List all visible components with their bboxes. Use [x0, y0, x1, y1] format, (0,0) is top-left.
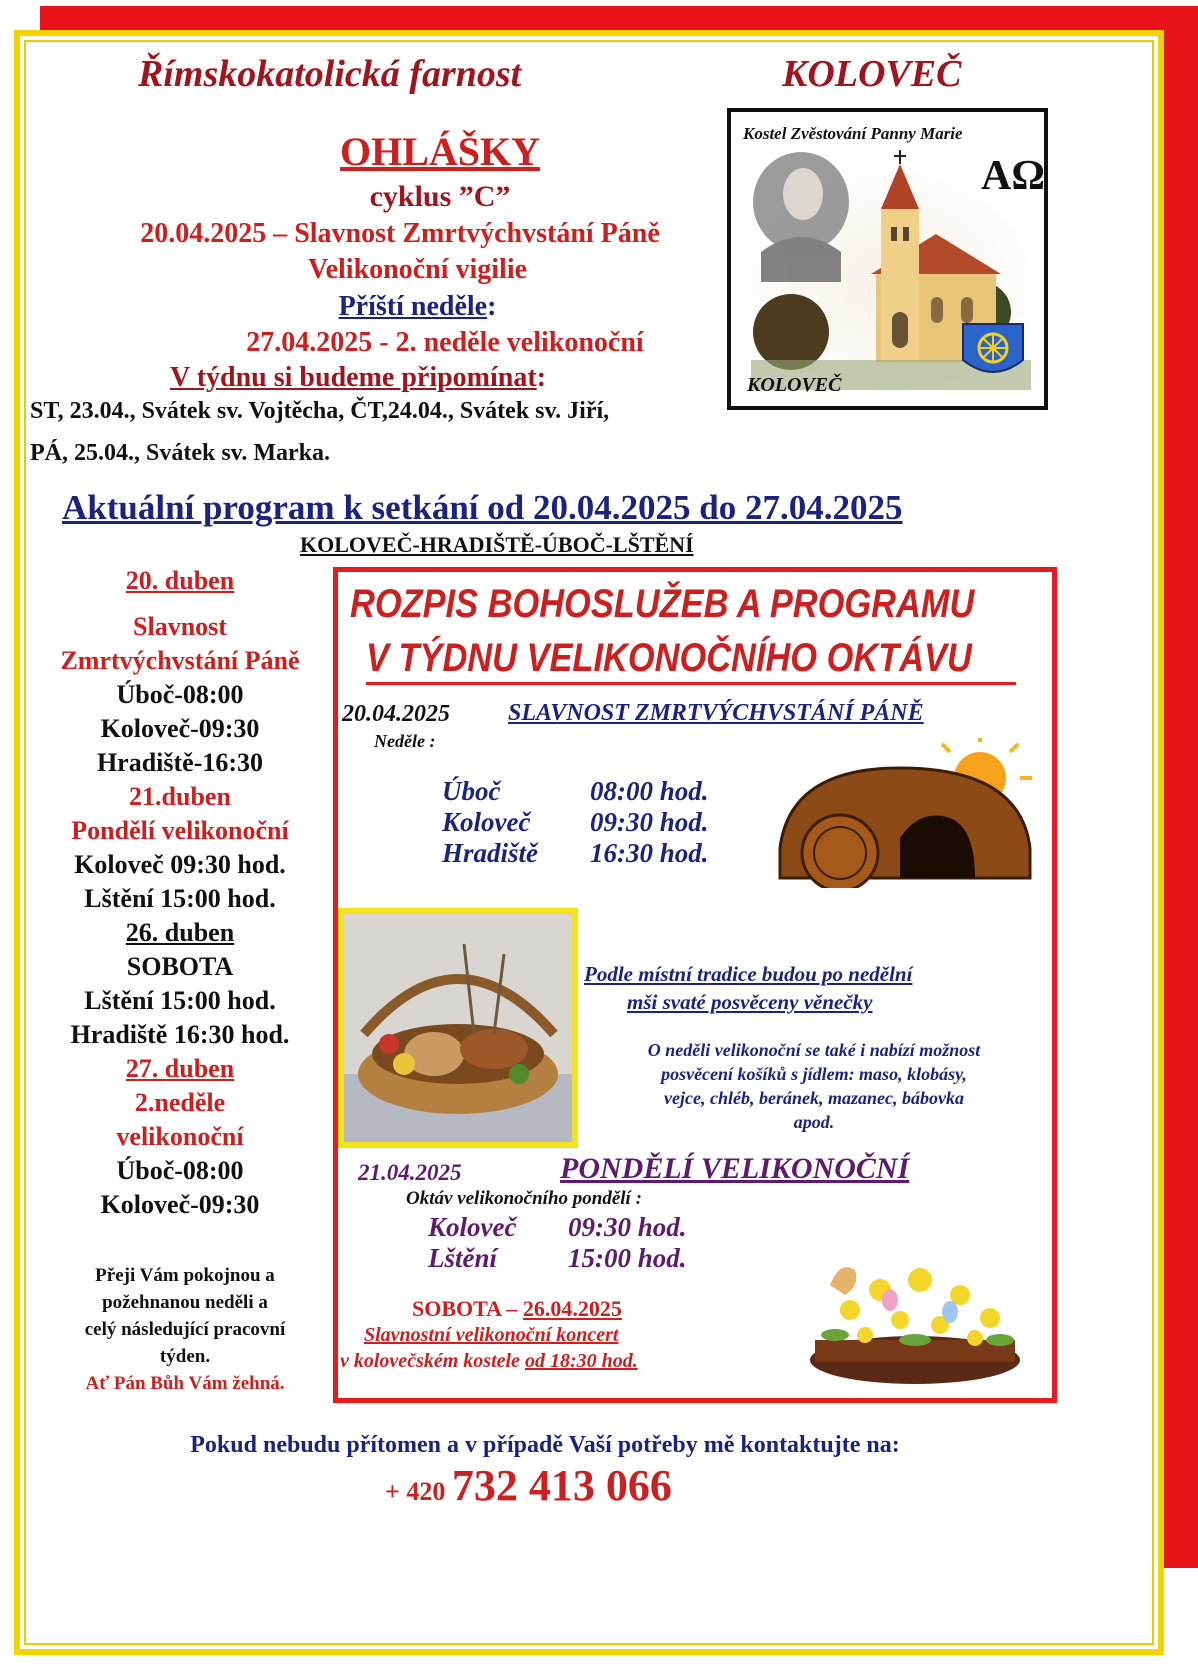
day1-name-1: Slavnost: [133, 612, 227, 641]
box-title-2: V TÝDNU VELIKONOČNÍHO OKTÁVU: [366, 636, 972, 680]
sunday-title: SLAVNOST ZMRTVÝCHVSTÁNÍ PÁNĚ: [508, 700, 924, 726]
offer-line-3: vejce, chléb, beránek, mazanec, bábovka: [664, 1088, 964, 1108]
sunday-mass-3: Hradiště 16:30 hod.: [442, 838, 709, 868]
monday-date: 21.04.2025: [358, 1160, 462, 1185]
vigil-line: Velikonoční vigilie: [307, 254, 528, 285]
day1-name-2: Zmrtvýchvstání Páně: [60, 646, 300, 675]
saturday-line: SOBOTA – 26.04.2025: [412, 1296, 622, 1321]
easter-basket-photo: [338, 908, 578, 1148]
sunday-mass-2: Koloveč 09:30 hod.: [442, 807, 709, 837]
day2-name: Pondělí velikonoční: [71, 816, 289, 845]
wish-line-3: celý následující pracovní: [84, 1319, 286, 1340]
week-line-2: PÁ, 25.04., Svátek sv. Marka.: [30, 440, 330, 466]
day4-time-2: Koloveč-09:30: [100, 1190, 260, 1219]
monday-mass-list: [428, 1212, 687, 1274]
program-places: KOLOVEČ-HRADIŠTĚ-ÚBOČ-LŠTĚNÍ: [300, 532, 694, 557]
box-title-1: ROZPIS BOHOSLUŽEB A PROGRAMU: [350, 582, 975, 626]
monday-subtitle: Oktáv velikonočního pondělí :: [406, 1188, 642, 1209]
week-line-1: ST, 23.04., Svátek sv. Vojtěcha, ČT,24.04., Svátek sv. Jiří,: [30, 398, 610, 424]
day3-time-2: Hradiště 16:30 hod.: [70, 1020, 290, 1049]
tradition-line-1: Podle místní tradice budou po nedělní: [584, 962, 913, 986]
blessing-line: Ať Pán Bůh Vám žehná.: [85, 1373, 285, 1394]
day4-date: 27. duben: [125, 1054, 235, 1083]
coat-of-arms-icon: [963, 324, 1023, 372]
easter-basket-illustration: [344, 914, 572, 1142]
day1-time-1: Úboč-08:00: [116, 680, 244, 709]
sunday-day: Neděle :: [374, 731, 436, 751]
day4-time-1: Úboč-08:00: [116, 1156, 244, 1185]
sunday-date: 20.04.2025: [342, 701, 450, 727]
offer-text: [575, 1038, 1053, 1134]
feast-line: 20.04.2025 – Slavnost Zmrtvýchvstání Páně: [140, 218, 660, 249]
day1-time-2: Koloveč-09:30: [100, 714, 260, 743]
day3-time-1: Lštění 15:00 hod.: [84, 986, 276, 1015]
phone-line: + 420 732 413 066: [385, 1461, 672, 1510]
program-heading: Aktuální program k setkání od 20.04.2025 do 27.04.2025: [62, 488, 903, 527]
offer-line-1: O neděli velikonoční se také i nabízí možnost: [647, 1040, 981, 1060]
alpha-omega-icon: AΩ: [981, 153, 1045, 199]
day1-time-3: Hradiště-16:30: [96, 748, 264, 777]
day2-date: 21.duben: [129, 782, 231, 811]
next-sunday-label: Příští neděle:: [338, 291, 497, 322]
left-schedule: [30, 564, 330, 1222]
sunday-mass-list: [442, 776, 709, 869]
contact-line: Pokud nebudu přítomen a v případě Vaší potřeby mě kontaktujte na:: [190, 1432, 900, 1458]
day1-date: 20. duben: [125, 566, 235, 595]
next-sunday-line: 27.04.2025 - 2. neděle velikonoční: [246, 327, 644, 358]
ohlasky-title: OHLÁŠKY: [339, 129, 541, 174]
day4-name-2: velikonoční: [116, 1122, 244, 1151]
church-image-frame: [727, 108, 1048, 410]
parish-place: KOLOVEČ: [782, 53, 962, 95]
day2-time-1: Koloveč 09:30 hod.: [74, 850, 286, 879]
concert-place: v kolovečském kostele od 18:30 hod.: [340, 1350, 638, 1372]
concert-title: Slavnostní velikonoční koncert: [364, 1324, 619, 1346]
day3-date: 26. duben: [125, 918, 235, 947]
wish-line-4: týden.: [159, 1346, 211, 1367]
week-label: V týdnu si budeme připomínat:: [170, 362, 547, 393]
flower-basket-illustration: [790, 1240, 1040, 1390]
sunday-mass-1: Úboč 08:00 hod.: [442, 776, 709, 806]
church-caption-top: Kostel Zvěstování Panny Marie: [743, 124, 963, 143]
tradition-line-2: mši svaté posvěceny věnečky: [627, 990, 873, 1014]
wish-text: [40, 1262, 330, 1397]
monday-mass-1: Koloveč 09:30 hod.: [428, 1212, 687, 1242]
day2-time-2: Lštění 15:00 hod.: [84, 884, 276, 913]
offer-line-2: posvěcení košíků s jídlem: maso, klobásy,: [661, 1064, 967, 1084]
madonna-figure: [753, 152, 849, 282]
day4-name-1: 2.neděle: [134, 1088, 226, 1117]
parish-title: Římskokatolická farnost: [138, 53, 522, 95]
monday-mass-2: Lštění 15:00 hod.: [428, 1243, 687, 1273]
church-caption-bottom: KOLOVEČ: [747, 374, 842, 396]
empty-tomb-illustration: [770, 738, 1040, 888]
box-title-underline: [366, 682, 1016, 685]
cycle-label: cyklus ”C”: [369, 180, 511, 213]
day3-name: SOBOTA: [126, 952, 234, 981]
offer-line-4: apod.: [793, 1112, 835, 1132]
monday-title: PONDĚLÍ VELIKONOČNÍ: [560, 1152, 910, 1185]
wish-line-1: Přeji Vám pokojnou a: [95, 1265, 275, 1286]
wish-line-2: požehnanou neděli a: [102, 1292, 268, 1313]
